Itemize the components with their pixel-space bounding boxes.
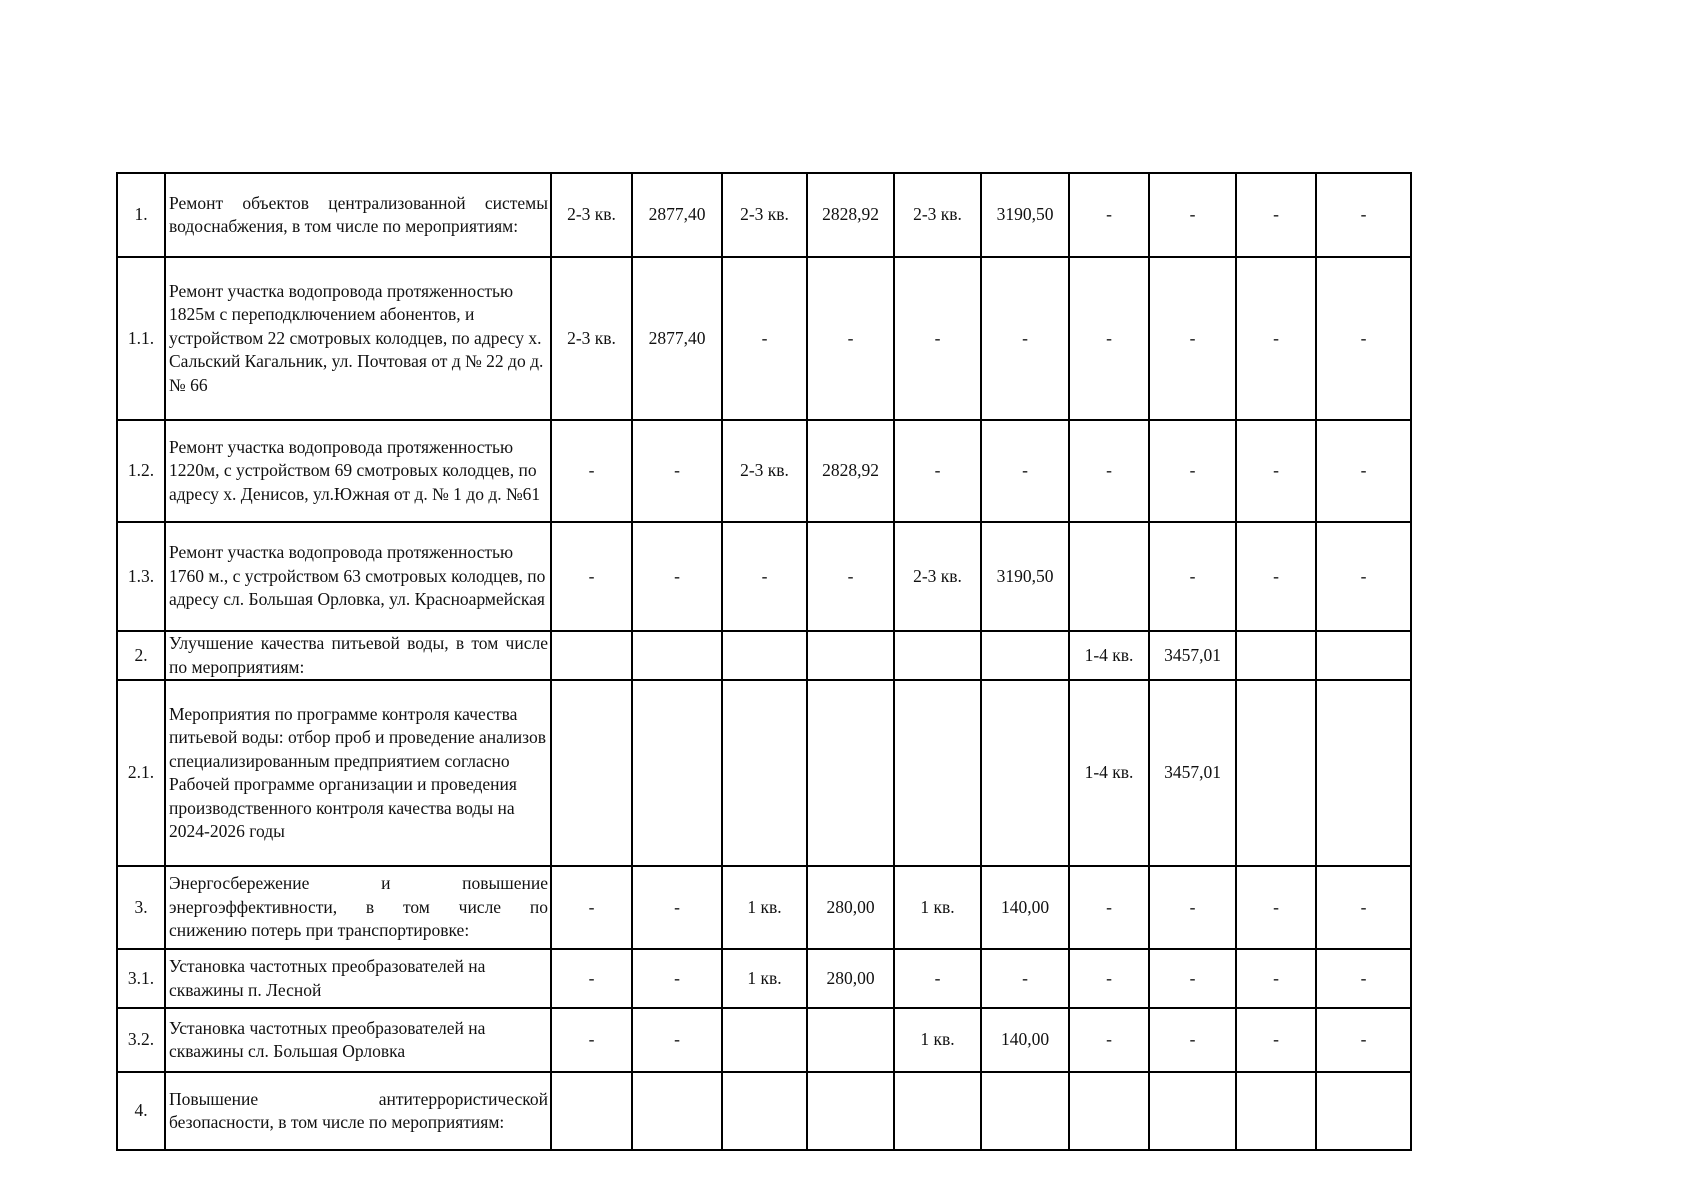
table-row — [117, 1008, 1411, 1072]
value-cell: - — [1236, 949, 1316, 1008]
value-cell: - — [1316, 1008, 1411, 1072]
value-cell — [807, 680, 894, 866]
measure-name-line: снижению потерь при транспортировке: — [169, 920, 470, 941]
value-cell: - — [1149, 522, 1236, 631]
measure-name-word: том — [402, 896, 430, 917]
value-cell — [551, 1072, 632, 1150]
value-cell: - — [1149, 173, 1236, 257]
measure-name-line — [169, 896, 548, 920]
value-cell: - — [894, 257, 981, 420]
measure-name: Ремонт участка водопровода протяженностью 1825м с переподключением абонентов, и устройством 22 смотровых колодцев, по адресу х. Сальский Кагальник, ул. Почтовая от д № 22 до д. № 66 — [165, 257, 551, 420]
value-cell: - — [1316, 949, 1411, 1008]
value-cell: - — [894, 420, 981, 522]
row-number: 3. — [117, 866, 165, 949]
value-cell: - — [632, 522, 722, 631]
table-row — [117, 866, 1411, 949]
value-cell: - — [1316, 257, 1411, 420]
value-cell: - — [1236, 257, 1316, 420]
value-cell: 2-3 кв. — [894, 173, 981, 257]
value-cell: - — [722, 257, 807, 420]
row-number: 1.2. — [117, 420, 165, 522]
value-cell: - — [1069, 866, 1149, 949]
value-cell: 1 кв. — [722, 866, 807, 949]
value-cell: 2877,40 — [632, 173, 722, 257]
measure-name-word: числе — [458, 896, 502, 917]
value-cell: 3457,01 — [1149, 631, 1236, 680]
value-cell: - — [1149, 257, 1236, 420]
value-cell: - — [1236, 522, 1316, 631]
measure-name-word: Повышение — [169, 1088, 259, 1109]
value-cell: 2877,40 — [632, 257, 722, 420]
measure-name-word: Энергосбережение — [169, 873, 310, 894]
measure-name-word: повышение — [462, 873, 548, 894]
measure-name: Ремонт объектов централизованной системы водоснабжения, в том числе по мероприятиям: — [165, 173, 551, 257]
value-cell: - — [1069, 420, 1149, 522]
value-cell: 3457,01 — [1149, 680, 1236, 866]
value-cell: - — [632, 1008, 722, 1072]
table-row — [117, 173, 1411, 257]
measure-name: Установка частотных преобразователей на скважины сл. Большая Орловка — [165, 1008, 551, 1072]
value-cell: - — [1069, 949, 1149, 1008]
value-cell: - — [1149, 1008, 1236, 1072]
measure-name-line — [169, 872, 548, 896]
value-cell: - — [551, 949, 632, 1008]
value-cell — [807, 1072, 894, 1150]
value-cell — [894, 631, 981, 680]
value-cell: - — [551, 522, 632, 631]
value-cell: - — [551, 420, 632, 522]
value-cell — [981, 680, 1069, 866]
value-cell: - — [981, 420, 1069, 522]
row-number: 2. — [117, 631, 165, 680]
value-cell — [1316, 680, 1411, 866]
value-cell: 2-3 кв. — [894, 522, 981, 631]
measure-name: Мероприятия по программе контроля качества питьевой воды: отбор проб и проведение анализов специализированным предприятием согласно Рабочей программе организации и проведения производственного контроля качества воды на 2024-2026 годы — [165, 680, 551, 866]
value-cell — [1236, 631, 1316, 680]
value-cell: 140,00 — [981, 1008, 1069, 1072]
value-cell: - — [1316, 173, 1411, 257]
value-cell: 2828,92 — [807, 173, 894, 257]
value-cell — [1236, 1072, 1316, 1150]
measures-table — [116, 172, 1412, 1151]
value-cell — [1069, 1072, 1149, 1150]
table-row — [117, 257, 1411, 420]
value-cell — [894, 680, 981, 866]
measure-name: Установка частотных преобразователей на скважины п. Лесной — [165, 949, 551, 1008]
value-cell: - — [1149, 420, 1236, 522]
measure-name-word: в — [365, 896, 375, 917]
value-cell: 1 кв. — [722, 949, 807, 1008]
value-cell: - — [1069, 1008, 1149, 1072]
value-cell: - — [632, 949, 722, 1008]
value-cell: - — [1149, 949, 1236, 1008]
value-cell — [807, 631, 894, 680]
value-cell: 2-3 кв. — [722, 173, 807, 257]
row-number: 3.1. — [117, 949, 165, 1008]
value-cell — [1316, 631, 1411, 680]
table-row — [117, 1072, 1411, 1150]
row-number: 1.1. — [117, 257, 165, 420]
table-row — [117, 420, 1411, 522]
value-cell: 2828,92 — [807, 420, 894, 522]
value-cell: - — [1236, 420, 1316, 522]
measure-name: Ремонт участка водопровода протяженностью 1760 м., с устройством 63 смотровых колодцев, по адресу сл. Большая Орловка, ул. Красноармейская — [165, 522, 551, 631]
measure-name-word: по — [529, 896, 548, 917]
value-cell: - — [981, 257, 1069, 420]
table-row — [117, 680, 1411, 866]
value-cell: - — [1069, 173, 1149, 257]
value-cell: - — [1236, 1008, 1316, 1072]
value-cell — [632, 631, 722, 680]
value-cell: 1 кв. — [894, 866, 981, 949]
value-cell — [551, 631, 632, 680]
row-number: 2.1. — [117, 680, 165, 866]
measure-name-word: и — [381, 873, 391, 894]
measure-name-line — [169, 1088, 548, 1112]
table-row — [117, 949, 1411, 1008]
value-cell: - — [894, 949, 981, 1008]
value-cell: - — [981, 949, 1069, 1008]
value-cell — [807, 1008, 894, 1072]
table-body — [117, 173, 1411, 1150]
value-cell — [894, 1072, 981, 1150]
value-cell: - — [632, 420, 722, 522]
value-cell — [1069, 522, 1149, 631]
value-cell: 3190,50 — [981, 522, 1069, 631]
table-row — [117, 522, 1411, 631]
value-cell: 140,00 — [981, 866, 1069, 949]
value-cell: 2-3 кв. — [722, 420, 807, 522]
value-cell — [981, 1072, 1069, 1150]
value-cell: - — [1236, 866, 1316, 949]
value-cell: - — [807, 522, 894, 631]
value-cell — [722, 631, 807, 680]
value-cell: - — [551, 866, 632, 949]
value-cell: - — [1316, 866, 1411, 949]
value-cell: 1 кв. — [894, 1008, 981, 1072]
value-cell — [981, 631, 1069, 680]
value-cell: 3190,50 — [981, 173, 1069, 257]
value-cell — [551, 680, 632, 866]
value-cell: - — [632, 866, 722, 949]
value-cell: 1-4 кв. — [1069, 631, 1149, 680]
value-cell — [722, 680, 807, 866]
value-cell: - — [807, 257, 894, 420]
row-number: 1. — [117, 173, 165, 257]
measure-name-word: энергоэффективности, — [169, 896, 338, 917]
measure-name — [165, 1072, 551, 1150]
measure-name-line: безопасности, в том числе по мероприятиям: — [169, 1112, 505, 1132]
value-cell: - — [1149, 866, 1236, 949]
measure-name — [165, 866, 551, 949]
value-cell — [1149, 1072, 1236, 1150]
measure-name: Ремонт участка водопровода протяженностью 1220м, с устройством 69 смотровых колодцев, по адресу х. Денисов, ул.Южная от д. № 1 до д. №61 — [165, 420, 551, 522]
table-row — [117, 631, 1411, 680]
value-cell: - — [1316, 420, 1411, 522]
value-cell: 280,00 — [807, 866, 894, 949]
value-cell — [632, 680, 722, 866]
measure-name-word: антитеррористической — [378, 1088, 548, 1109]
value-cell: - — [1069, 257, 1149, 420]
measure-name: Улучшение качества питьевой воды, в том числе по мероприятиям: — [165, 631, 551, 680]
value-cell: - — [551, 1008, 632, 1072]
value-cell — [1236, 680, 1316, 866]
value-cell: 280,00 — [807, 949, 894, 1008]
row-number: 1.3. — [117, 522, 165, 631]
value-cell: 2-3 кв. — [551, 257, 632, 420]
row-number: 3.2. — [117, 1008, 165, 1072]
value-cell: - — [1316, 522, 1411, 631]
value-cell: 1-4 кв. — [1069, 680, 1149, 866]
value-cell: - — [1236, 173, 1316, 257]
row-number: 4. — [117, 1072, 165, 1150]
value-cell: 2-3 кв. — [551, 173, 632, 257]
value-cell — [722, 1072, 807, 1150]
value-cell — [632, 1072, 722, 1150]
value-cell: - — [722, 522, 807, 631]
value-cell — [722, 1008, 807, 1072]
value-cell — [1316, 1072, 1411, 1150]
